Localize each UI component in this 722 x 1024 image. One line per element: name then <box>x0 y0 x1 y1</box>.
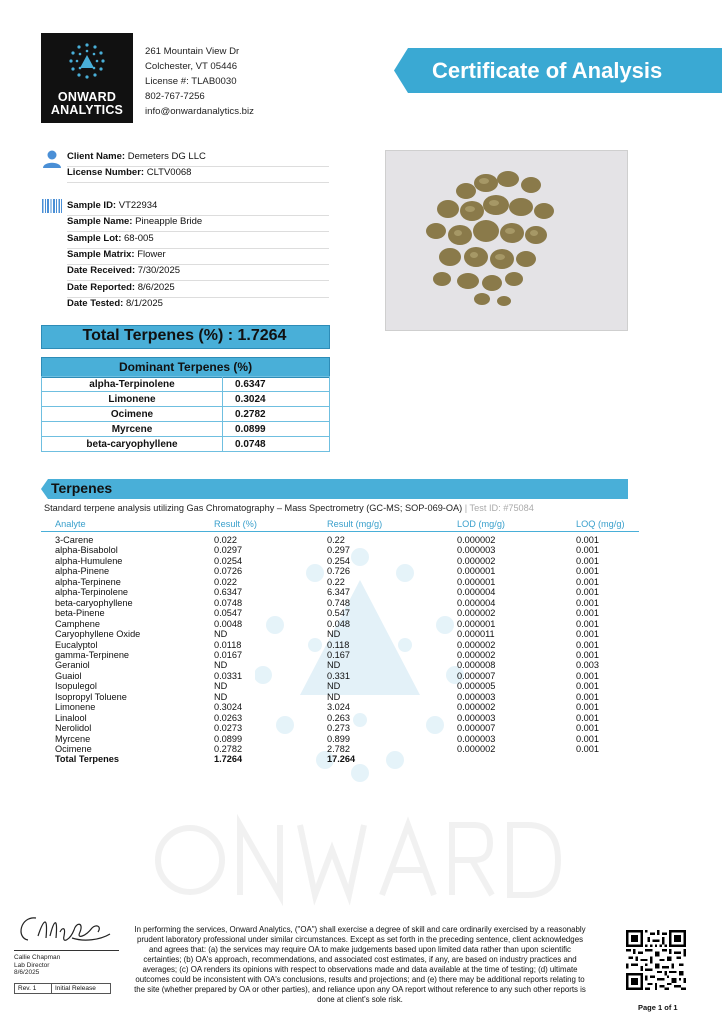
client-license: CLTV0068 <box>146 167 192 178</box>
cell-loq: 0.001 <box>576 608 599 619</box>
table-row <box>0 734 722 745</box>
cell-result-pct: 0.0547 <box>214 608 243 619</box>
cell-result-pct: 0.0297 <box>214 545 243 556</box>
cell-loq: 0.001 <box>576 639 599 650</box>
cell-result-pct: 0.0263 <box>214 712 243 723</box>
watermark-wordmark-icon <box>150 805 570 915</box>
cell-analyte: 3-Carene <box>55 535 94 545</box>
cell-analyte: alpha-Terpinene <box>55 576 121 587</box>
cell-loq: 0.001 <box>576 566 599 577</box>
cell-loq: 0.001 <box>576 618 599 629</box>
cell-analyte: Isopropyl Toluene <box>55 691 127 702</box>
cell-lod: 0.000011 <box>457 629 495 640</box>
sample-matrix: Flower <box>137 249 166 260</box>
cell-loq: 0.001 <box>576 545 599 556</box>
cell-lod: 0.000007 <box>457 670 496 681</box>
table-row <box>0 650 722 661</box>
table-row <box>0 681 722 692</box>
cell-loq: 0.001 <box>576 723 599 734</box>
cell-analyte: Ocimene <box>55 744 92 754</box>
signature-image <box>14 910 114 950</box>
signature-line <box>14 950 119 951</box>
sample-lot-label: Sample Lot: <box>67 233 122 244</box>
terpenes-section-title: Terpenes <box>51 480 113 496</box>
disclaimer-text: In performing the services, Onward Analytics, ("OA") shall exercise a degree of skill and care ordinarily exercised by a reasonably prudent laboratory professional under similar circumstances. Except as set forth in the preceding sentence, client acknowledges and agrees that: (a) the services may require OA to make judgements based upon limited data rather than upon scientific certainties; (b) OA's approach, recommendations, and associated cost estimates, if any, are based on industry practices and averages; (c) OA renders its opinions with respect to observations made and data available at the time of testing; (d) ultimate outcomes could be inconsistent with OA's conclusions, results and projections; and (e) there may be additional reports relating to the site (whether prepared by OA or other parties), and reliance upon any OA report without reference to any such other reports is done at client's sole risk. <box>134 925 586 1004</box>
barcode-icon <box>42 199 62 213</box>
dominant-terpenes-table <box>41 376 330 452</box>
table-row <box>0 723 722 734</box>
col-header-loq: LOQ (mg/g) <box>576 519 625 529</box>
cell-lod: 0.000002 <box>457 744 496 754</box>
date-reported-row <box>67 281 329 298</box>
cell-loq: 0.001 <box>576 535 599 545</box>
sample-lot: 68-005 <box>124 233 154 244</box>
dominant-row <box>42 392 330 407</box>
table-row <box>0 556 722 567</box>
cell-loq: 0.001 <box>576 587 599 598</box>
cell-result-pct: 0.6347 <box>214 587 243 598</box>
client-license-row <box>67 166 329 183</box>
lab-address <box>145 44 254 119</box>
document-title: Certificate of Analysis <box>432 58 663 83</box>
table-row <box>0 566 722 577</box>
cell-result-mg: 3.024 <box>327 702 350 713</box>
dominant-name: Limonene <box>42 392 223 407</box>
cell-lod: 0.000002 <box>457 649 496 660</box>
cell-result-pct: ND <box>214 681 228 692</box>
cell-result-mg: 0.297 <box>327 545 350 556</box>
total-terpenes-text: Total Terpenes (%) : 1.7264 <box>82 327 287 344</box>
table-row <box>0 608 722 619</box>
sample-lot-row <box>67 232 329 249</box>
user-icon <box>42 150 62 168</box>
dominant-value: 0.0899 <box>223 422 330 437</box>
address-line-2: Colchester, VT 05446 <box>145 61 238 72</box>
date-reported-label: Date Reported: <box>67 282 136 293</box>
revision-table <box>14 983 111 994</box>
cell-analyte: beta-Pinene <box>55 608 105 619</box>
cell-analyte: Caryophyllene Oxide <box>55 629 141 640</box>
page-number: Page 1 of 1 <box>638 1003 678 1012</box>
cell-result-mg: 0.118 <box>327 639 350 650</box>
cell-result-mg: 0.726 <box>327 566 350 577</box>
address-line-1: 261 Mountain View Dr <box>145 46 240 57</box>
lab-email: info@onwardanalytics.biz <box>145 106 254 117</box>
signer-block <box>14 954 60 977</box>
cell-result-mg: 0.331 <box>327 670 350 681</box>
cell-result-mg: 0.899 <box>327 733 350 744</box>
dominant-value: 0.2782 <box>223 407 330 422</box>
cell-result-mg: 2.782 <box>327 744 350 754</box>
cell-result-mg: ND <box>327 691 341 702</box>
logo-text-onward: ONWARD <box>57 90 117 104</box>
dominant-terpenes-title: Dominant Terpenes (%) <box>41 357 330 378</box>
cell-loq: 0.001 <box>576 629 599 640</box>
cell-result-pct: 0.0273 <box>214 723 243 734</box>
cell-lod: 0.000003 <box>457 545 496 556</box>
cell-analyte: Linalool <box>55 712 87 723</box>
cell-result-pct: 0.0048 <box>214 618 243 629</box>
cell-result-pct: 0.2782 <box>214 744 243 754</box>
cell-result-mg: ND <box>327 660 341 671</box>
col-header-result-pct: Result (%) <box>214 519 257 529</box>
cell-result-mg: ND <box>327 629 341 640</box>
qr-code-icon[interactable] <box>626 930 686 990</box>
dominant-row <box>42 407 330 422</box>
cell-lod: 0.000003 <box>457 691 496 702</box>
client-name: Demeters DG LLC <box>127 151 206 162</box>
sample-photo <box>385 150 628 331</box>
cell-result-pct: 0.3024 <box>214 702 243 713</box>
sample-name: Pineapple Bride <box>135 216 203 227</box>
table-row <box>0 577 722 588</box>
cell-analyte: alpha-Bisabolol <box>55 545 118 556</box>
table-row <box>0 692 722 703</box>
cell-lod: 0.000007 <box>457 723 496 734</box>
dominant-name: Ocimene <box>42 407 223 422</box>
cannabis-flower-image <box>386 151 627 330</box>
table-row <box>0 545 722 556</box>
terpenes-banner <box>41 479 628 499</box>
total-cell-result-mg: 17.264 <box>327 754 356 765</box>
cell-loq: 0.001 <box>576 691 599 702</box>
test-id: | Test ID: #75084 <box>464 503 534 513</box>
cell-lod: 0.000004 <box>457 597 496 608</box>
cell-loq: 0.001 <box>576 555 599 566</box>
cell-result-mg: 0.254 <box>327 555 350 566</box>
sample-matrix-label: Sample Matrix: <box>67 249 135 260</box>
table-row <box>0 640 722 651</box>
col-header-analyte: Analyte <box>55 519 86 529</box>
total-cell-analyte: Total Terpenes <box>55 754 119 765</box>
header-divider <box>41 531 639 532</box>
cell-analyte: gamma-Terpinene <box>55 649 130 660</box>
cell-result-pct: 0.0899 <box>214 733 243 744</box>
cell-result-mg: 0.167 <box>327 649 350 660</box>
date-tested-label: Date Tested: <box>67 298 124 309</box>
table-row <box>0 713 722 724</box>
cell-analyte: alpha-Terpinolene <box>55 587 129 598</box>
dominant-value: 0.0748 <box>223 437 330 452</box>
cell-analyte: Nerolidol <box>55 723 92 734</box>
cell-analyte: alpha-Pinene <box>55 566 110 577</box>
date-tested-row <box>67 297 329 313</box>
cell-result-mg: 0.263 <box>327 712 350 723</box>
cell-result-pct: 0.022 <box>214 535 237 545</box>
dominant-row <box>42 422 330 437</box>
cell-result-pct: ND <box>214 629 228 640</box>
cell-lod: 0.000002 <box>457 702 496 713</box>
cell-lod: 0.000004 <box>457 587 496 598</box>
cell-lod: 0.000001 <box>457 566 496 577</box>
cell-lod: 0.000001 <box>457 576 496 587</box>
cell-result-mg: 0.048 <box>327 618 350 629</box>
cell-analyte: Guaiol <box>55 670 82 681</box>
cell-result-pct: 0.0167 <box>214 649 243 660</box>
date-received-row <box>67 264 329 281</box>
cell-lod: 0.000003 <box>457 733 496 744</box>
client-name-label: Client Name: <box>67 151 126 162</box>
sample-name-label: Sample Name: <box>67 216 133 227</box>
dominant-value: 0.6347 <box>223 377 330 392</box>
cell-result-pct: ND <box>214 660 228 671</box>
signer-title: Lab Director <box>14 961 50 969</box>
cell-analyte: Myrcene <box>55 733 91 744</box>
lab-license: License #: TLAB0030 <box>145 76 237 87</box>
date-reported: 8/6/2025 <box>137 282 175 293</box>
date-tested: 8/1/2025 <box>125 298 163 309</box>
cell-result-mg: 6.347 <box>327 587 350 598</box>
cell-result-mg: 0.22 <box>327 576 345 587</box>
cell-result-mg: 0.22 <box>327 535 345 545</box>
logo-text-analytics: ANALYTICS <box>50 103 124 117</box>
table-row <box>0 629 722 640</box>
cell-loq: 0.003 <box>576 660 599 671</box>
cell-analyte: beta-caryophyllene <box>55 597 133 608</box>
dominant-name: Myrcene <box>42 422 223 437</box>
method-text: Standard terpene analysis utilizing Gas Chromatography – Mass Spectrometry (GC-MS; SOP-069-OA) <box>44 503 463 513</box>
cell-analyte: Isopulegol <box>55 681 97 692</box>
cell-result-pct: 0.0331 <box>214 670 243 681</box>
cell-lod: 0.000003 <box>457 712 496 723</box>
sample-name-row <box>67 215 329 232</box>
table-row <box>0 619 722 630</box>
table-row <box>0 660 722 671</box>
dominant-row <box>42 437 330 452</box>
signer-name: Callie Chapman <box>14 954 61 961</box>
table-row <box>0 671 722 682</box>
client-license-label: License Number: <box>67 167 145 178</box>
sample-id: VT22934 <box>118 200 158 211</box>
table-row <box>0 702 722 713</box>
cell-loq: 0.001 <box>576 576 599 587</box>
cell-result-mg: ND <box>327 681 341 692</box>
cell-loq: 0.001 <box>576 597 599 608</box>
sample-matrix-row <box>67 248 329 265</box>
method-description <box>44 503 534 513</box>
cell-loq: 0.001 <box>576 670 599 681</box>
table-row <box>0 535 722 546</box>
cell-result-pct: 0.022 <box>214 576 237 587</box>
cell-result-pct: 0.0748 <box>214 597 243 608</box>
dominant-value: 0.3024 <box>223 392 330 407</box>
cell-loq: 0.001 <box>576 649 599 660</box>
cell-result-pct: ND <box>214 691 228 702</box>
revision-number: Rev. 1 <box>15 984 52 994</box>
cell-result-mg: 0.748 <box>327 597 350 608</box>
sample-id-label: Sample ID: <box>67 200 117 211</box>
revision-note: Initial Release <box>52 984 111 994</box>
lab-phone: 802-767-7256 <box>145 91 205 102</box>
cell-result-mg: 0.273 <box>327 723 350 734</box>
cell-analyte: Camphene <box>55 618 100 629</box>
table-row <box>0 598 722 609</box>
cell-analyte: Geraniol <box>55 660 90 671</box>
dominant-row <box>42 377 330 392</box>
table-row <box>0 744 722 755</box>
dominant-name: beta-caryophyllene <box>42 437 223 452</box>
client-name-row <box>67 150 329 167</box>
cell-loq: 0.001 <box>576 702 599 713</box>
cell-analyte: alpha-Humulene <box>55 555 123 566</box>
table-row <box>0 587 722 598</box>
total-cell-result-pct: 1.7264 <box>214 754 243 765</box>
cell-lod: 0.000001 <box>457 618 496 629</box>
col-header-result-mg: Result (mg/g) <box>327 519 383 529</box>
cell-result-pct: 0.0118 <box>214 639 242 650</box>
date-received-label: Date Received: <box>67 265 136 276</box>
cell-lod: 0.000002 <box>457 535 496 545</box>
cell-result-pct: 0.0726 <box>214 566 243 577</box>
cell-loq: 0.001 <box>576 733 599 744</box>
cell-result-mg: 0.547 <box>327 608 350 619</box>
col-header-lod: LOD (mg/g) <box>457 519 505 529</box>
cell-loq: 0.001 <box>576 681 599 692</box>
sample-id-row <box>67 199 329 216</box>
cell-lod: 0.000005 <box>457 681 496 692</box>
cell-result-pct: 0.0254 <box>214 555 243 566</box>
cell-analyte: Eucalyptol <box>55 639 98 650</box>
cell-loq: 0.001 <box>576 744 599 754</box>
cell-lod: 0.000008 <box>457 660 496 671</box>
cell-lod: 0.000002 <box>457 555 496 566</box>
cell-lod: 0.000002 <box>457 608 496 619</box>
cell-loq: 0.001 <box>576 712 599 723</box>
cell-analyte: Limonene <box>55 702 96 713</box>
logo-mark-icon <box>65 41 109 85</box>
cell-lod: 0.000002 <box>457 639 496 650</box>
dominant-name: alpha-Terpinolene <box>42 377 223 392</box>
lab-logo <box>41 33 133 123</box>
date-received: 7/30/2025 <box>137 265 181 276</box>
signer-date: 8/6/2025 <box>14 969 40 976</box>
total-row <box>0 754 722 765</box>
